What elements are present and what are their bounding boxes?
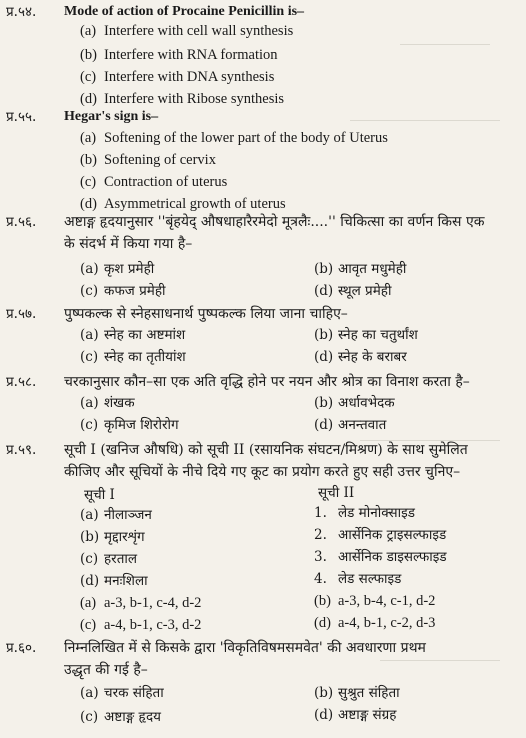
option-c: (c) स्नेह का तृतीयांश — [80, 349, 186, 365]
option-a: (a) Interfere with cell wall synthesis — [80, 23, 294, 39]
question-text-line-2: कीजिए और सूचियों के नीचे दिये गए कूट का प्रयोग करते हुए सही उत्तर चुनिए– — [64, 464, 461, 480]
list-2-item-4: 4. लेड सल्फाइड — [314, 571, 402, 587]
question-number: प्र.५५. — [6, 109, 37, 125]
option-c: (c) a-4, b-1, c-3, d-2 — [80, 617, 202, 633]
list-1-item-b: (b) मृद्दारशृंग — [80, 529, 145, 545]
option-a: (a) Softening of the lower part of the body of Uterus — [80, 130, 388, 146]
option-d: (d) Asymmetrical growth of uterus — [80, 196, 286, 212]
option-c: (c) कृमिज शिरोरोग — [80, 417, 179, 433]
list-1-title: सूची I — [84, 487, 115, 503]
list-1-item-c: (c) हरताल — [80, 551, 138, 567]
option-c: (c) अष्टाङ्ग हृदय — [80, 709, 161, 725]
question-text-line-1: सूची I (खनिज औषधि) को सूची II (रसायनिक संघटन/मिश्रण) के साथ सुमेलित — [64, 442, 468, 458]
question-number: प्र.६०. — [6, 640, 37, 656]
option-a: (a) स्नेह का अष्टमांश — [80, 327, 186, 343]
question-text: Mode of action of Procaine Penicillin is– — [64, 4, 305, 19]
list-1-item-d: (d) मनःशिला — [80, 573, 148, 589]
question-text: Hegar's sign is– — [64, 109, 159, 124]
option-d: (d) a-4, b-1, c-2, d-3 — [314, 615, 436, 631]
question-number: प्र.५९. — [6, 442, 37, 458]
question-number: प्र.५७. — [6, 306, 37, 322]
option-b: (b) Softening of cervix — [80, 152, 216, 168]
question-number: प्र.५६. — [6, 214, 37, 230]
question-text-line-1: अष्टाङ्ग हृदयानुसार ''बृंहयेद् औषधाहारैरमेदो मूत्रलैः....'' चिकित्सा का वर्णन किस एक — [64, 214, 485, 230]
list-1-item-a: (a) नीलाञ्जन — [80, 507, 152, 523]
question-text-line-2: उद्धृत की गई है– — [64, 662, 148, 678]
question-text-line-2: के संदर्भ में किया गया है– — [64, 236, 193, 252]
question-text: पुष्पकल्क से स्नेहसाधनार्थ पुष्पकल्क लिया जाना चाहिए– — [64, 306, 348, 322]
option-a: (a) चरक संहिता — [80, 685, 164, 701]
option-a: (a) a-3, b-1, c-4, d-2 — [80, 595, 202, 611]
option-d: (d) अनन्तवात — [314, 417, 387, 433]
option-c: (c) Contraction of uterus — [80, 174, 228, 190]
option-b: (b) स्नेह का चतुर्थांश — [314, 327, 418, 343]
option-c: (c) Interfere with DNA synthesis — [80, 69, 275, 85]
option-b: (b) अर्धावभेदक — [314, 395, 395, 411]
option-d: (d) स्नेह के बराबर — [314, 349, 407, 365]
option-a: (a) कृश प्रमेही — [80, 261, 155, 277]
option-b: (b) आवृत मधुमेही — [314, 261, 407, 277]
option-a: (a) शंखक — [80, 395, 135, 411]
question-number: प्र.५८. — [6, 374, 37, 390]
list-2-item-3: 3. आर्सेनिक डाइसल्फाइड — [314, 549, 447, 565]
option-d: (d) Interfere with Ribose synthesis — [80, 91, 285, 107]
option-d: (d) अष्टाङ्ग संग्रह — [314, 707, 397, 723]
option-d: (d) स्थूल प्रमेही — [314, 283, 392, 299]
list-2-item-2: 2. आर्सेनिक ट्राइसल्फाइड — [314, 527, 447, 543]
bleed-through-mark — [400, 44, 490, 55]
question-number: प्र.५४. — [6, 4, 37, 20]
option-c: (c) कफज प्रमेही — [80, 283, 166, 299]
list-2-item-1: 1. लेड मोनोक्साइड — [314, 505, 415, 521]
question-text: चरकानुसार कौन–सा एक अति वृद्धि होने पर नयन और श्रोत्र का विनाश करता है– — [64, 374, 470, 390]
question-text-line-1: निम्नलिखित में से किसके द्वारा 'विकृतिविषमसमवेत' की अवधारणा प्रथम — [64, 640, 426, 656]
option-b: (b) Interfere with RNA formation — [80, 47, 278, 63]
list-2-title: सूची II — [318, 485, 355, 501]
option-b: (b) a-3, b-4, c-1, d-2 — [314, 593, 436, 609]
option-b: (b) सुश्रुत संहिता — [314, 685, 400, 701]
